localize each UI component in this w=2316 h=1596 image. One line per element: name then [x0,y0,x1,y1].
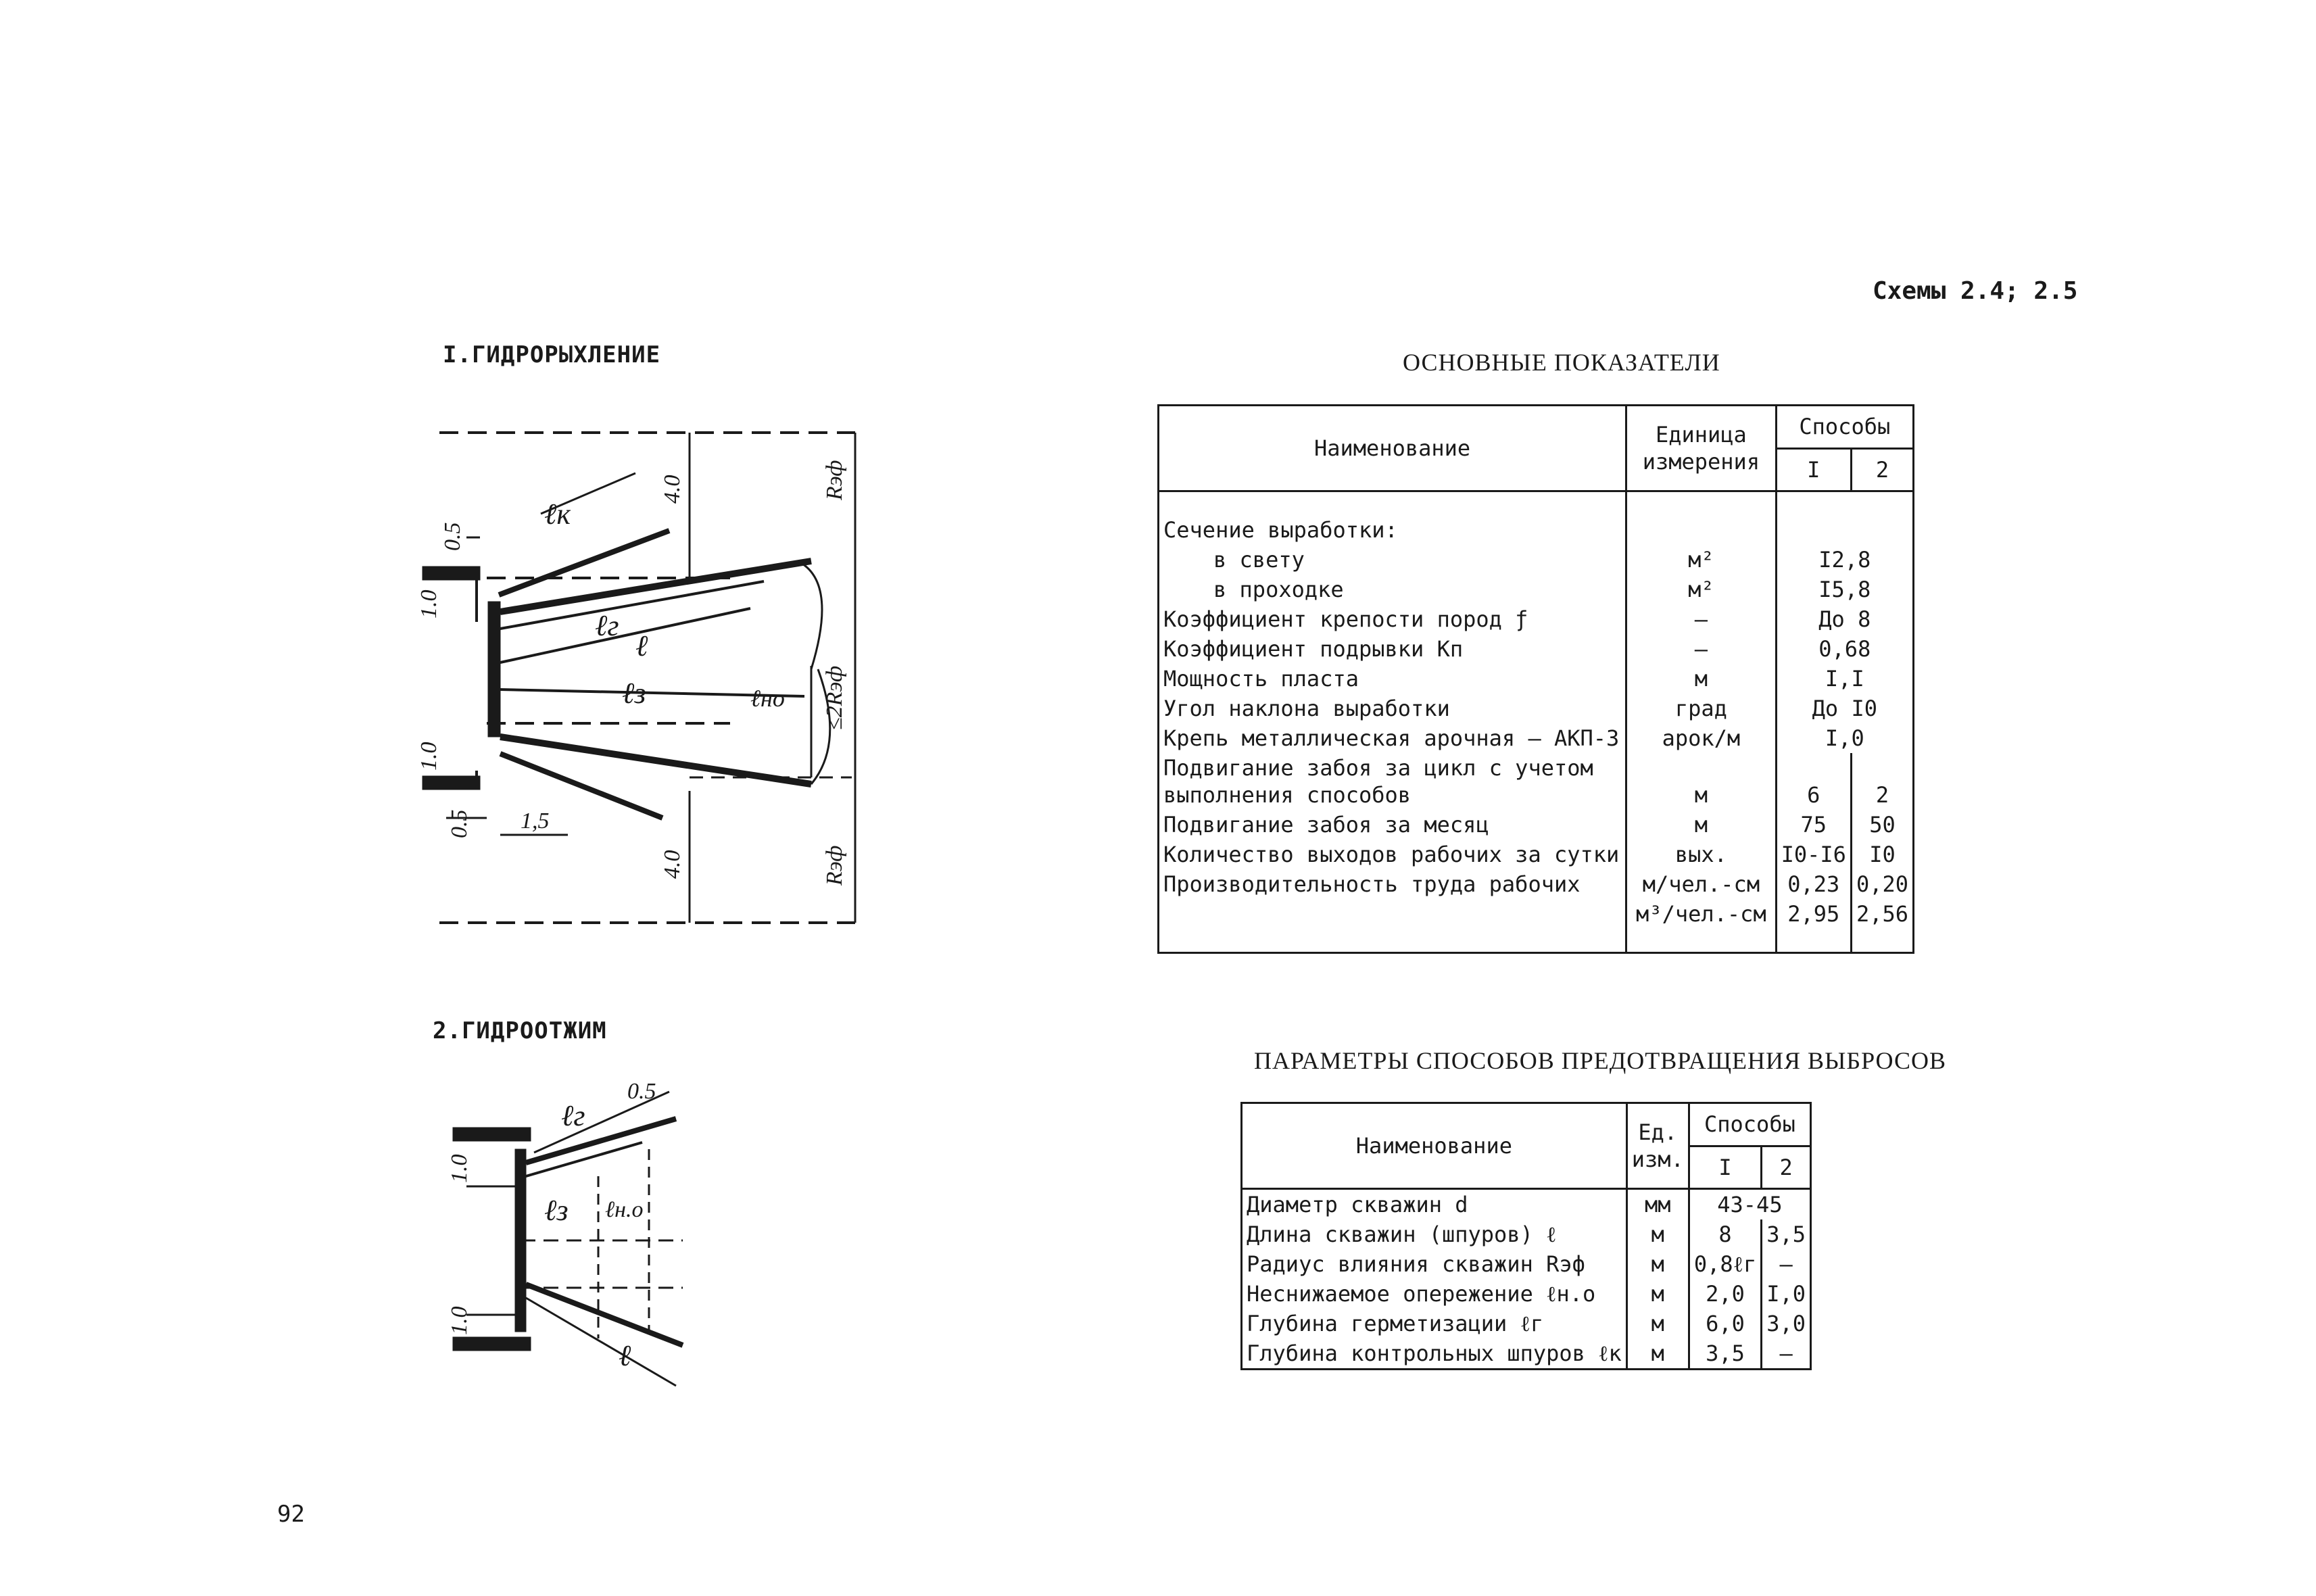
label-lg: ℓг [561,1099,585,1132]
dim-0-5-bot: 0.5 [447,809,472,838]
label-lno: ℓн.о [605,1197,644,1222]
table-row: в свету м² I2,8 [1159,545,1914,575]
table-row: Подвигание забоя за месяц м 75 50 [1159,810,1914,840]
table-row: Коэффициент крепости пород ƒ – До 8 [1159,604,1914,634]
table-row: Количество выходов рабочих за сутки вых. I0-I6 I0 [1159,840,1914,869]
col-method-2: 2 [1851,448,1913,491]
scheme-reference: Схемы 2.4; 2.5 [1873,277,2078,305]
table-row: Угол наклона выработки град До I0 [1159,694,1914,723]
table-row: Длина скважин (шпуров) ℓ м 8 3,5 [1242,1219,1811,1249]
main-indicators-table [1157,404,1914,954]
table-row: Глубина герметизации ℓг м 6,0 3,0 [1242,1309,1811,1338]
label-lz: ℓз [544,1194,569,1227]
label-lg: ℓг [595,609,619,642]
label-2ref: ≤2Rэф [822,665,847,730]
label-lz: ℓз [622,677,646,710]
col-methods-header: Способы [1689,1103,1810,1146]
col-name-header: Наименование [1159,406,1626,491]
label-ref-bot: Rэф [822,845,847,886]
table-row: Радиус влияния скважин Rэф м 0,8ℓг – [1242,1249,1811,1279]
label-lk: ℓк [544,498,571,531]
section-2-title: 2.ГИДРООТЖИМ [433,1017,607,1044]
table-row: Мощность пласта м I,I [1159,664,1914,694]
table-row: м³/чел.-см 2,95 2,56 [1159,899,1914,929]
table-row: Коэффициент подрывки Кп – 0,68 [1159,634,1914,664]
page-number: 92 [277,1501,305,1528]
col-method-2: 2 [1762,1146,1811,1189]
table-2-title: ПАРАМЕТРЫ СПОСОБОВ ПРЕДОТВРАЩЕНИЯ ВЫБРОСОВ [1254,1047,1947,1074]
dim-0-5: 0.5 [627,1079,656,1104]
table-row: в проходке м² I5,8 [1159,575,1914,604]
dim-1-5: 1,5 [521,808,550,833]
col-name-header: Наименование [1242,1103,1627,1189]
table-row: Производительность труда рабочих м/чел.-см 0,23 0,20 [1159,869,1914,899]
dim-4-0-bot: 4.0 [660,850,685,879]
section-1-title: I.ГИДРОРЫХЛЕНИЕ [443,341,661,368]
dim-1-0-bot: 1.0 [416,742,441,771]
label-l: ℓ [635,629,648,662]
dim-1-0-top: 1.0 [416,589,441,619]
hydro-loosening-diagram [406,419,879,940]
col-unit-header: Единица измерения [1626,406,1776,491]
table-1-title: ОСНОВНЫЕ ПОКАЗАТЕЛИ [1403,349,1720,376]
label-l: ℓ [619,1339,631,1372]
dim-0-5-top: 0.5 [440,522,465,551]
col-methods-header: Способы [1776,406,1913,449]
table-row: Глубина контрольных шпуров ℓк м 3,5 – [1242,1338,1811,1370]
col-unit-header: Ед. изм. [1626,1103,1689,1189]
outburst-prevention-table [1240,1102,1812,1370]
table-row: Подвигание забоя за цикл с учетом выполнения способов м 6 2 [1159,753,1914,810]
table-row: Диаметр скважин d мм 43-45 [1242,1189,1811,1220]
label-ref-top: Rэф [822,460,847,500]
col-method-1: I [1776,448,1851,491]
label-lno: ℓно [750,685,785,712]
hydro-squeezing-diagram [433,1068,730,1406]
table-row: Крепь металлическая арочная – АКП-3 арок/м I,0 [1159,723,1914,753]
dim-1-0-bot: 1.0 [447,1306,472,1335]
dim-1-0-top: 1.0 [447,1154,472,1183]
col-method-1: I [1689,1146,1761,1189]
dim-4-0-top: 4.0 [660,475,685,504]
table-row: Сечение выработки: [1159,515,1914,545]
table-row: Неснижаемое опережение ℓн.о м 2,0 I,0 [1242,1279,1811,1309]
